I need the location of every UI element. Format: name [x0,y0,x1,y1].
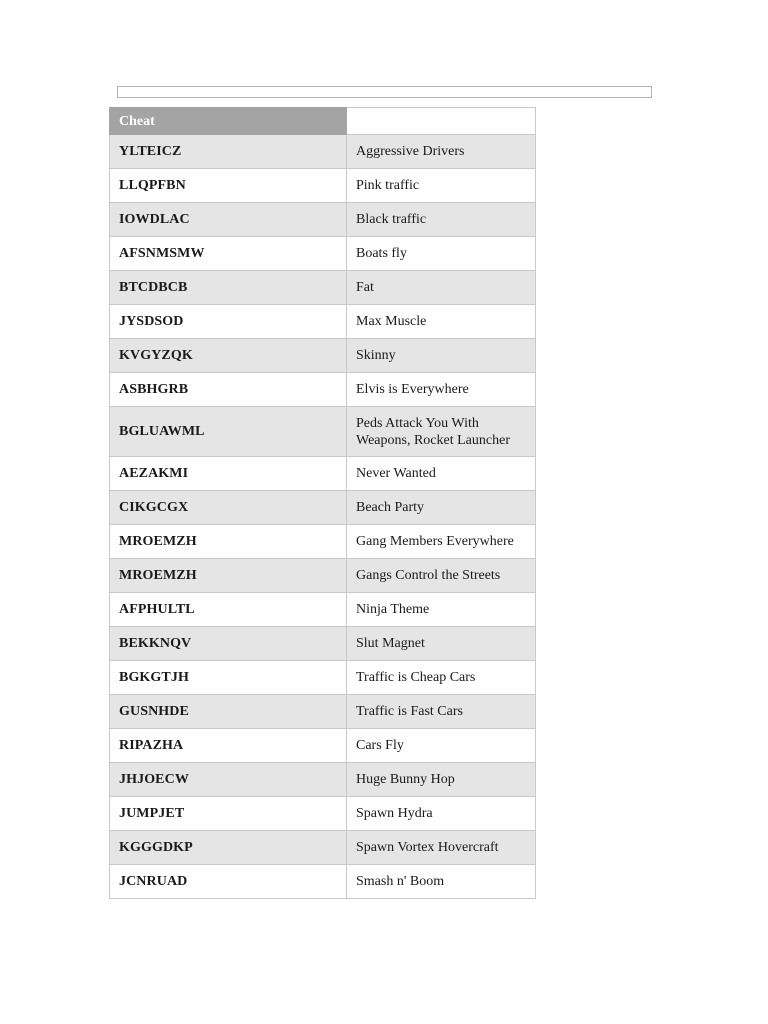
table-row [110,339,536,373]
cheat-effect: Skinny [347,339,536,373]
cheat-effect: Fat [347,271,536,305]
table-row [110,865,536,899]
table-row [110,373,536,407]
table-row [110,237,536,271]
table-row [110,135,536,169]
cheat-effect: Max Muscle [347,305,536,339]
cheat-code: AEZAKMI [110,457,347,491]
cheat-code: GUSNHDE [110,695,347,729]
cheat-effect: Boats fly [347,237,536,271]
empty-text-box [117,86,652,98]
cheat-code: RIPAZHA [110,729,347,763]
cheat-effect: Gang Members Everywhere [347,525,536,559]
cheat-code: MROEMZH [110,525,347,559]
table-row [110,407,536,457]
cheat-effect: Huge Bunny Hop [347,763,536,797]
cheat-code: BGLUAWML [110,407,347,457]
table-row [110,661,536,695]
cheat-code: AFSNMSMW [110,237,347,271]
header-effect [347,108,536,135]
table-row [110,763,536,797]
cheat-code: JUMPJET [110,797,347,831]
table-row [110,457,536,491]
cheat-effect: Traffic is Fast Cars [347,695,536,729]
cheat-effect: Never Wanted [347,457,536,491]
table-row [110,627,536,661]
cheat-code: IOWDLAC [110,203,347,237]
cheat-effect: Pink traffic [347,169,536,203]
cheat-effect: Slut Magnet [347,627,536,661]
cheat-code: BEKKNQV [110,627,347,661]
cheat-effect: Cars Fly [347,729,536,763]
cheat-code: BGKGTJH [110,661,347,695]
cheat-code: MROEMZH [110,559,347,593]
cheat-code: YLTEICZ [110,135,347,169]
cheat-code: JCNRUAD [110,865,347,899]
table-row [110,169,536,203]
table-row [110,729,536,763]
cheat-table [109,107,536,899]
table-row [110,797,536,831]
cheat-effect: Elvis is Everywhere [347,373,536,407]
table-row [110,559,536,593]
cheat-effect: Traffic is Cheap Cars [347,661,536,695]
cheat-code: ASBHGRB [110,373,347,407]
table-row [110,305,536,339]
cheat-code: JYSDSOD [110,305,347,339]
cheat-effect: Ninja Theme [347,593,536,627]
table-row [110,203,536,237]
cheat-code: JHJOECW [110,763,347,797]
cheat-effect: Black traffic [347,203,536,237]
cheat-effect: Gangs Control the Streets [347,559,536,593]
cheat-effect: Beach Party [347,491,536,525]
table-row [110,525,536,559]
cheat-code: KVGYZQK [110,339,347,373]
cheat-code: LLQPFBN [110,169,347,203]
cheat-code: KGGGDKP [110,831,347,865]
cheat-code: CIKGCGX [110,491,347,525]
cheat-effect: Spawn Hydra [347,797,536,831]
table-header-row [110,108,536,135]
cheat-effect: Aggressive Drivers [347,135,536,169]
cheat-effect: Smash n' Boom [347,865,536,899]
header-cheat: Cheat [110,108,347,135]
table-row [110,695,536,729]
cheat-code: AFPHULTL [110,593,347,627]
table-row [110,271,536,305]
cheat-code: BTCDBCB [110,271,347,305]
cheat-effect: Spawn Vortex Hovercraft [347,831,536,865]
cheat-effect: Peds Attack You With Weapons, Rocket Launcher [347,407,536,457]
table-row [110,831,536,865]
table-row [110,593,536,627]
table-row [110,491,536,525]
